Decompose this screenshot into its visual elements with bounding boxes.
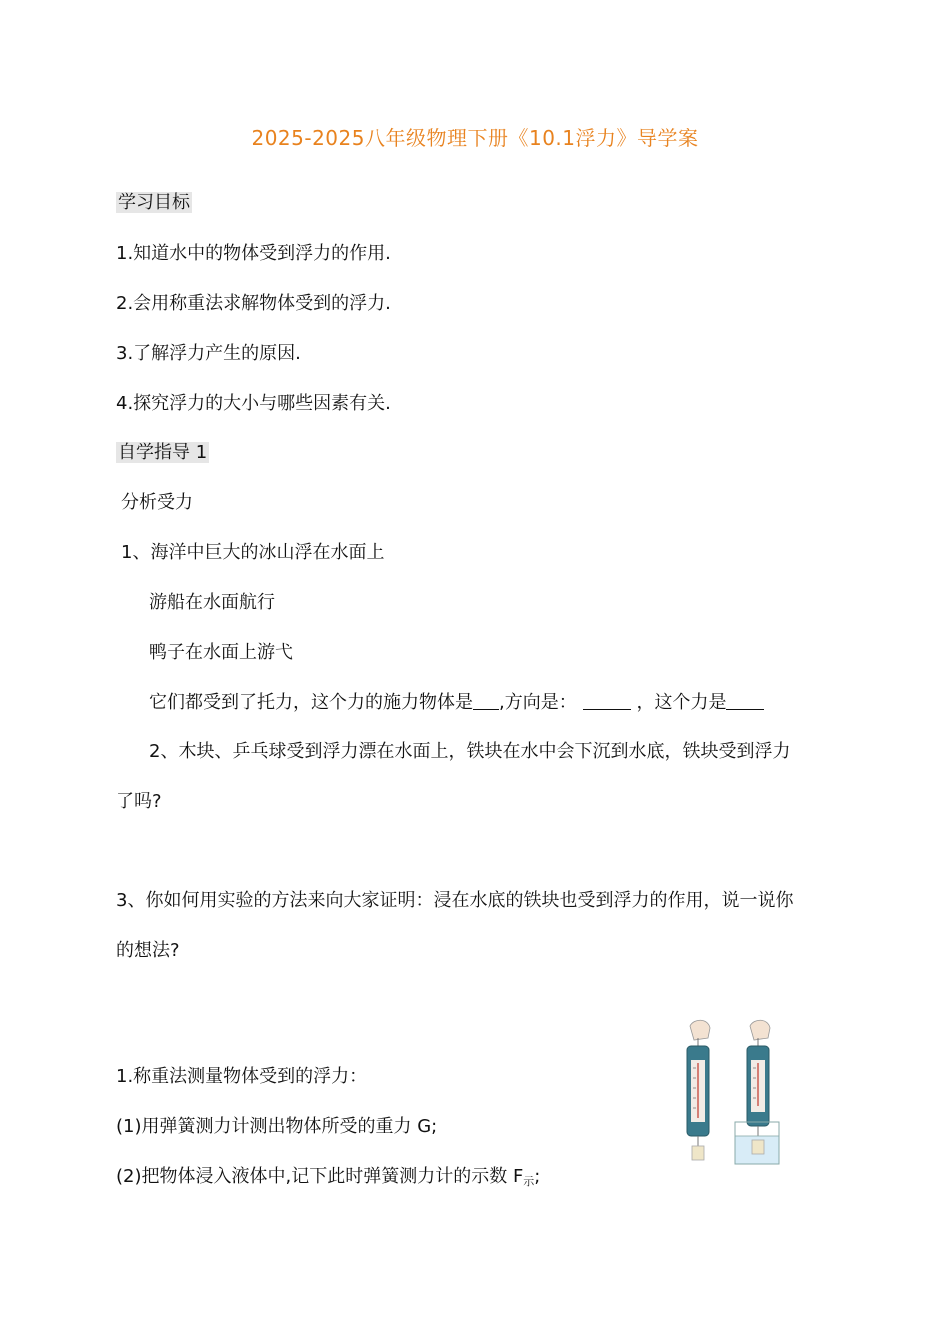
- goal-item-2: 2.会用称重法求解物体受到的浮力.: [116, 293, 391, 314]
- weight-block-right: [752, 1140, 764, 1154]
- goal-item-4: 4.探究浮力的大小与哪些因素有关.: [116, 393, 391, 414]
- method-line-1: 1.称重法测量物体受到的浮力：: [116, 1066, 368, 1087]
- document-title: 2025-2025八年级物理下册《10.1浮力》导学案: [251, 126, 699, 150]
- weight-block-left: [692, 1146, 704, 1160]
- spring-scale-figure: [668, 1018, 788, 1168]
- answer-blank-3[interactable]: [726, 691, 764, 710]
- hand-icon-left: [690, 1020, 710, 1040]
- answer-blank-1[interactable]: [473, 691, 499, 710]
- hand-icon-right: [750, 1020, 770, 1040]
- question-1-line-1: 1、海洋中巨大的冰山浮在水面上: [121, 542, 385, 563]
- answer-blank-2[interactable]: [583, 691, 631, 710]
- goal-item-1: 1.知道水中的物体受到浮力的作用.: [116, 243, 391, 264]
- subheading-force-analysis: 分析受力: [121, 492, 193, 513]
- question-3-line-1: 3、你如何用实验的方法来向大家证明：浸在水底的铁块也受到浮力的作用，说一说你: [116, 890, 794, 911]
- question-1-line-3: 鸭子在水面上游弋: [149, 642, 293, 663]
- section-heading-goals: 学习目标: [118, 192, 190, 213]
- method-line-2: (1)用弹簧测力计测出物体所受的重力 G;: [116, 1116, 438, 1137]
- beaker-icon: [735, 1122, 779, 1164]
- section-heading-guide: 自学指导 1: [118, 442, 208, 463]
- goal-item-3: 3.了解浮力产生的原因.: [116, 343, 301, 364]
- spring-scale-right: [747, 1046, 769, 1140]
- question-3-line-2: 的想法?: [116, 940, 180, 961]
- question-2-line-2: 了吗?: [116, 791, 162, 812]
- question-1-line-4: 它们都受到了托力，这个力的施力物体是 ,方向是： ，这个力是: [149, 688, 764, 714]
- question-2-line-1: 2、木块、乒乓球受到浮力漂在水面上，铁块在水中会下沉到水底，铁块受到浮力: [149, 741, 791, 762]
- method-line-3: (2)把物体浸入液体中,记下此时弹簧测力计的示数 $F_示$;: [116, 1166, 541, 1188]
- question-1-line-2: 游船在水面航行: [149, 592, 275, 613]
- spring-scale-left: [687, 1046, 709, 1160]
